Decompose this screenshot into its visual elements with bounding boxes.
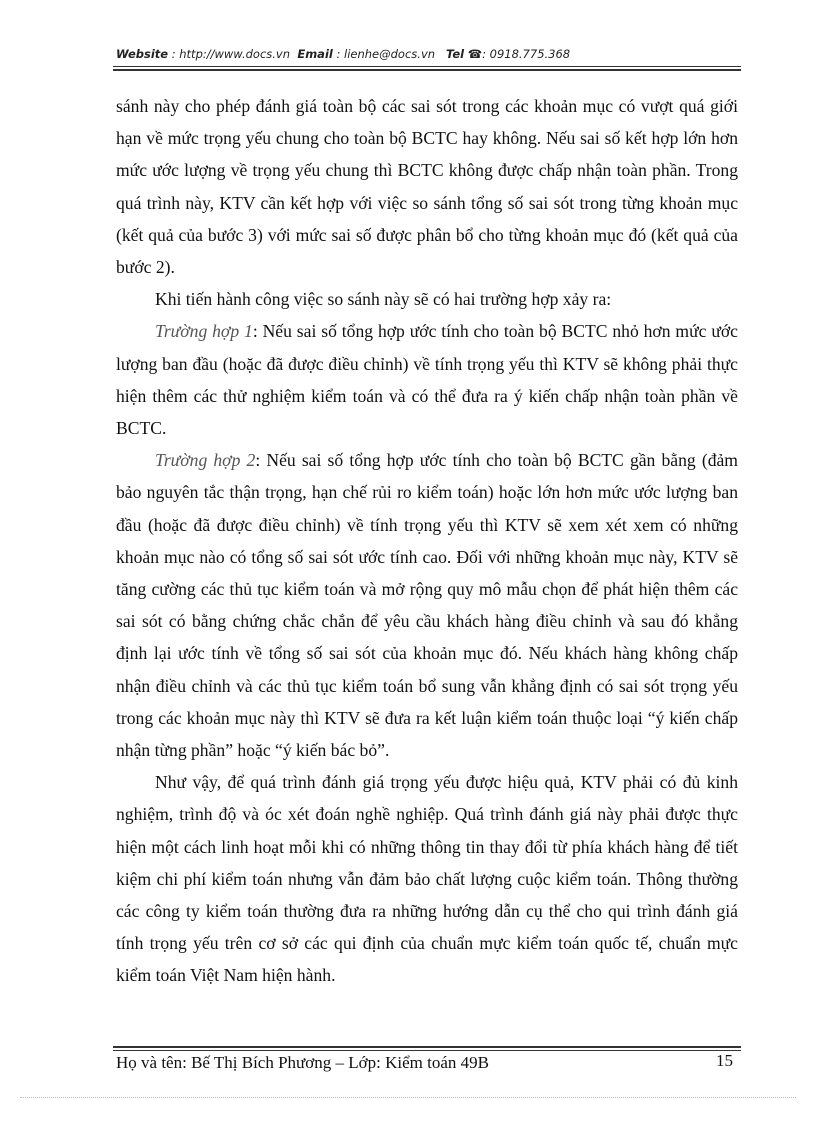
- paragraph-conclusion: Như vậy, để quá trình đánh giá trọng yếu được hiệu quả, KTV phải có đủ kinh nghiệm, trình độ và óc xét đoán nghề nghiệp. Quá trình đánh giá này phải được thực hiện một cách linh hoạt mỗi khi có những thông tin thay đổi từ phía khách hàng để tiết kiệm chi phí kiểm toán nhưng vẫn đảm bảo chất lượng cuộc kiểm toán. Thông thường các công ty kiểm toán thường đưa ra những hướng dẫn cụ thể cho qui trình đánh giá tính trọng yếu trên cơ sở các qui định của chuẩn mực kiểm toán quốc tế, chuẩn mực kiểm toán Việt Nam hiện hành.: [116, 772, 738, 986]
- email-label: Email: [297, 47, 333, 61]
- header-divider: [113, 66, 741, 71]
- paragraph-1: sánh này cho phép đánh giá toàn bộ các sai sót trong các khoản mục có vượt quá giới hạn về mức trọng yếu chung cho toàn bộ BCTC hay không. Nếu sai số kết hợp lớn hơn mức ước lượng về trọng yếu chung thì BCTC không được chấp nhận toàn phần. Trong quá trình này, KTV cần kết hợp với việc so sánh tổng số sai sót trong từng khoản mục (kết quả của bước 3) với mức sai số được phân bổ cho từng khoản mục đó (kết quả của bước 2).: [116, 96, 738, 278]
- footer-author: Họ và tên: Bế Thị Bích Phương – Lớp: Kiểm toán 49B: [116, 1053, 489, 1072]
- paragraph-case-2: [116, 444, 738, 766]
- page-number: 15: [716, 1051, 733, 1070]
- paragraph-2: Khi tiến hành công việc so sánh này sẽ có hai trường hợp xảy ra:: [155, 289, 612, 310]
- case-2-label: Trường hợp 2: [155, 450, 256, 471]
- tel-label: Tel: [446, 47, 465, 61]
- page-header: [116, 47, 740, 61]
- page-edge-divider: [20, 1097, 796, 1098]
- body-text: [116, 90, 738, 992]
- tel-value: : 0918.775.368: [482, 47, 571, 61]
- case-1-text: : Nếu sai số tổng hợp ước tính cho toàn bộ BCTC nhỏ hơn mức ước lượng ban đầu (hoặc đã được điều chỉnh) về tính trọng yếu thì KTV sẽ không phải thực hiện thêm các thử nghiệm kiểm toán và có thể đưa ra ý kiến chấp nhận toàn phần về BCTC.: [116, 321, 738, 439]
- website-label: Website: [116, 47, 169, 61]
- email-value: : lienhe@docs.vn: [336, 47, 436, 61]
- phone-icon: ☎: [467, 47, 483, 61]
- case-2-text: : Nếu sai số tổng hợp ước tính cho toàn bộ BCTC gần bằng (đảm bảo nguyên tắc thận trọng, hạn chế rủi ro kiểm toán) hoặc lớn hơn mức ước lượng ban đầu (hoặc đã được điều chỉnh) về tính trọng yếu thì KTV sẽ xem xét xem có những khoản mục nào có tổng số sai sót ước tính cao. Đối với những khoản mục này, KTV sẽ tăng cường các thủ tục kiểm toán và mở rộng quy mô mẫu chọn để phát hiện thêm các sai sót có bằng chứng chắc chắn để yêu cầu khách hàng điều chỉnh và sau đó khẳng định lại ước tính về tổng số sai sót của khoản mục đó. Nếu khách hàng không chấp nhận điều chỉnh và các thủ tục kiểm toán bổ sung vẫn khẳng định có sai sót trọng yếu trong các khoản mục này thì KTV sẽ đưa ra kết luận kiểm toán thuộc loại “ý kiến chấp nhận từng phần” hoặc “ý kiến bác bỏ”.: [116, 450, 738, 761]
- paragraph-case-1: [116, 315, 738, 444]
- website-value: : http://www.docs.vn: [171, 47, 291, 61]
- case-1-label: Trường hợp 1: [155, 321, 253, 342]
- footer-divider: [113, 1046, 741, 1051]
